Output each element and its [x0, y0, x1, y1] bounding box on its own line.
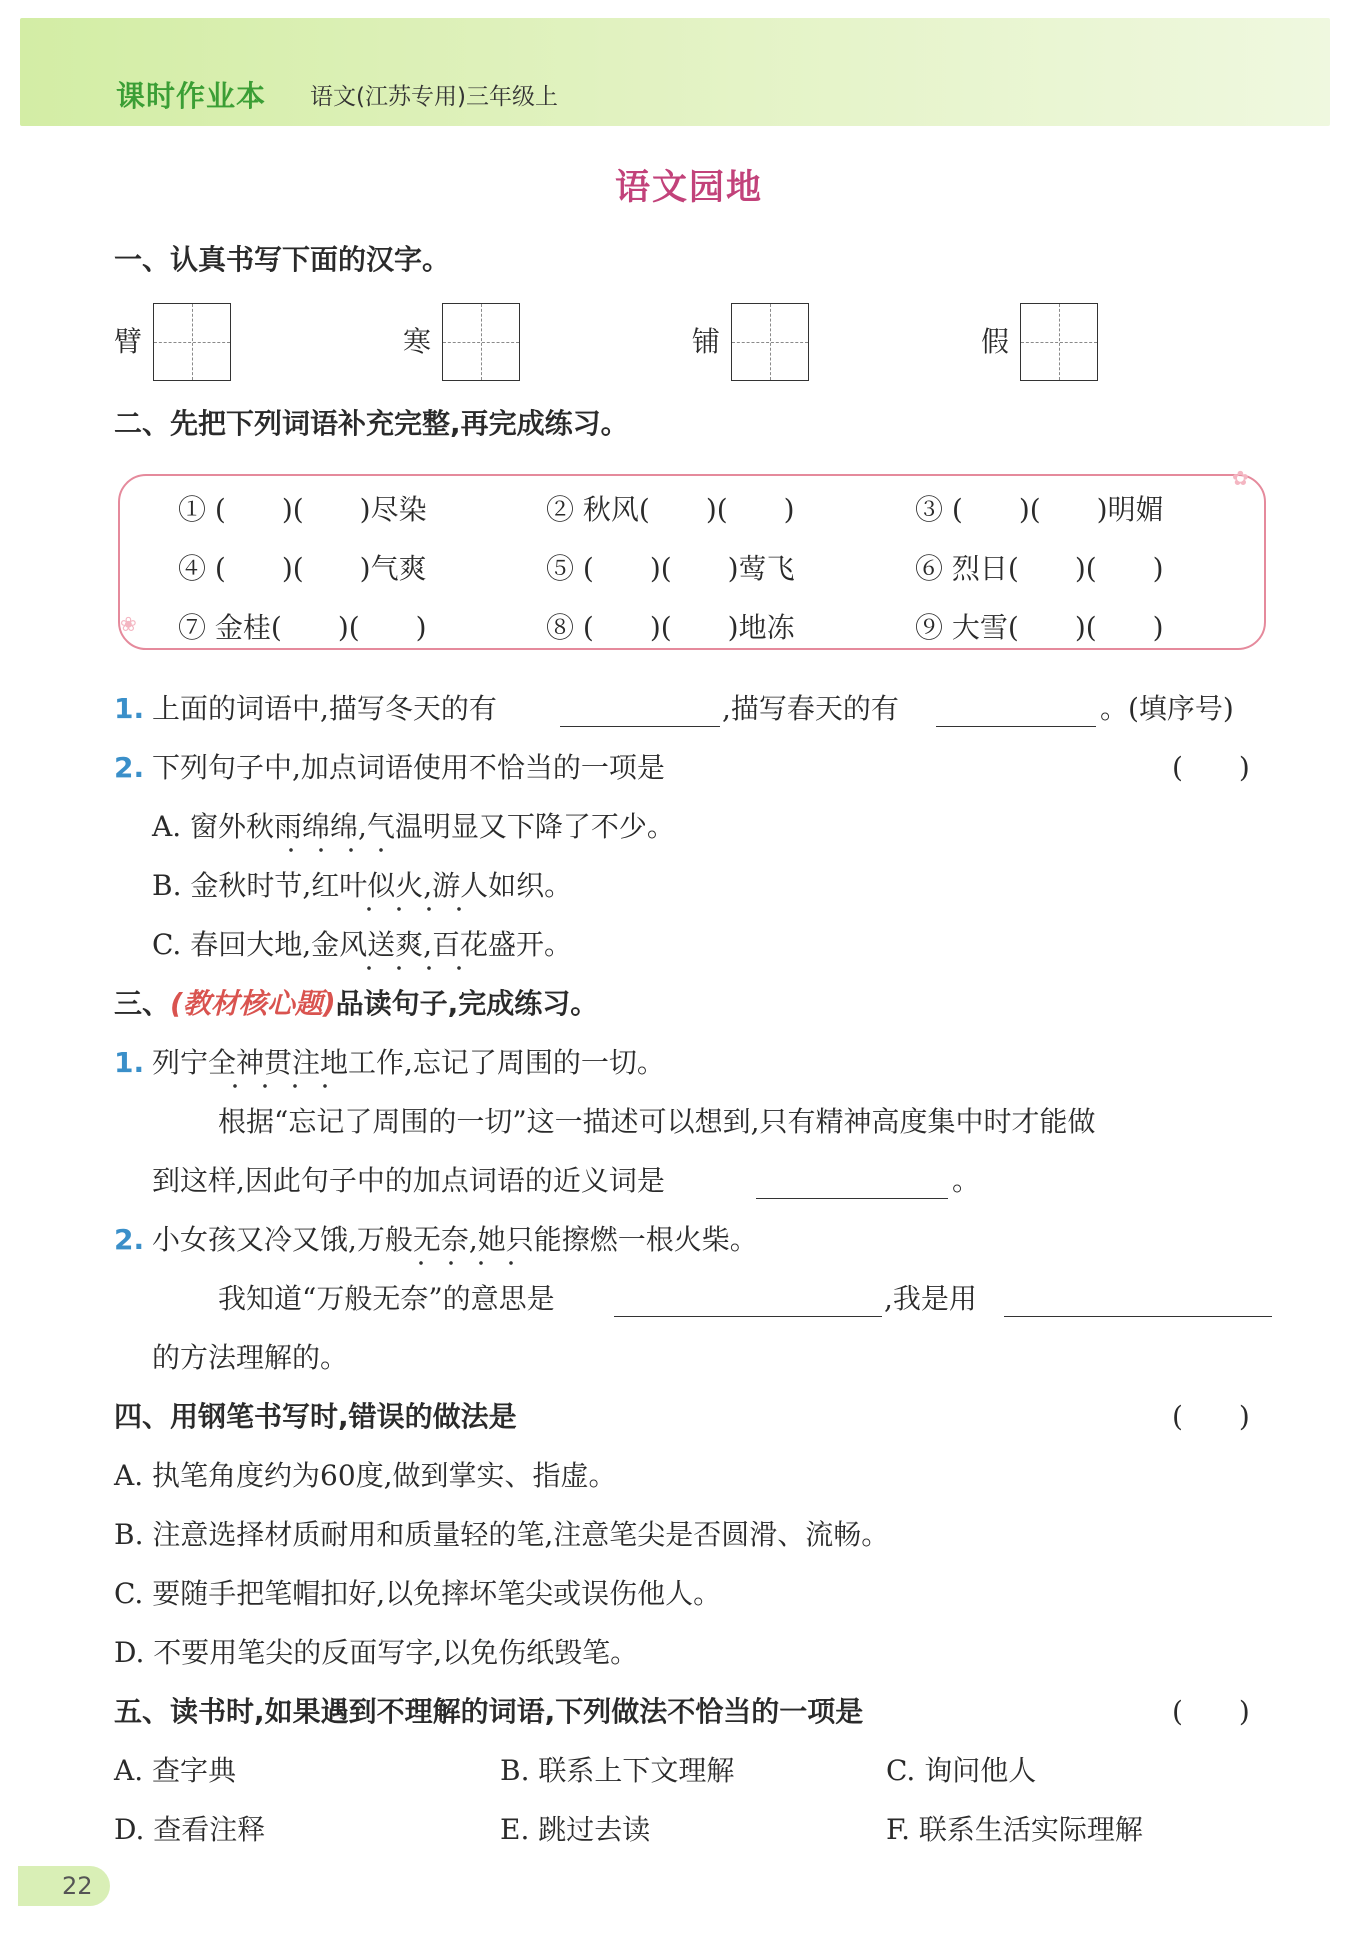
char-label: 寒 [403, 325, 432, 358]
option-text: C. 春回大地,金风送爽,百花盛开。 [152, 928, 573, 961]
question-text: 列宁全神贯注地工作,忘记了周围的一切。 [152, 1046, 665, 1079]
option-text: B. 注意选择材质耐用和质量轻的笔,注意笔尖是否圆滑、流畅。 [114, 1518, 890, 1551]
answer-paren[interactable]: ( ) [1172, 1695, 1250, 1728]
section-3-heading: 三、(教材核心题)品读句子,完成练习。 [114, 987, 599, 1020]
idiom-item: ⑧ ( )( )地冻 [546, 611, 795, 644]
option-text: F. 联系生活实际理解 [886, 1813, 1143, 1846]
question-text: 到这样,因此句子中的加点词语的近义词是 [152, 1164, 665, 1197]
char-label: 臂 [114, 325, 143, 358]
idiom-item: ⑨ 大雪( )( ) [915, 611, 1164, 644]
answer-blank[interactable] [936, 726, 1096, 727]
section-4-heading: 四、用钢笔书写时,错误的做法是 [114, 1400, 517, 1433]
question-text: 我知道“万般无奈”的意思是 [218, 1282, 555, 1315]
idiom-item: ⑦ 金桂( )( ) [178, 611, 427, 644]
idiom-item: ⑥ 烈日( )( ) [915, 552, 1164, 585]
question-text: 上面的词语中,描写冬天的有 [152, 692, 497, 725]
subject-label: 语文(江苏专用)三年级上 [310, 84, 558, 110]
idiom-item: ② 秋风( )( ) [546, 493, 795, 526]
paw-print-icon: ✿ [1232, 466, 1249, 490]
option-text: D. 不要用笔尖的反面写字,以免伤纸毁笔。 [114, 1636, 639, 1669]
question-text: ,我是用 [884, 1282, 977, 1315]
answer-blank[interactable] [756, 1198, 948, 1199]
answer-blank[interactable] [614, 1316, 882, 1317]
writing-grid[interactable] [442, 303, 520, 381]
paw-print-icon: ❀ [120, 612, 137, 636]
idiom-item: ⑤ ( )( )莺飞 [546, 552, 795, 585]
option-text: C. 询问他人 [886, 1754, 1037, 1787]
section-2-heading: 二、先把下列词语补充完整,再完成练习。 [114, 407, 629, 440]
emphasis-dots [346, 966, 466, 970]
answer-blank[interactable] [560, 726, 720, 727]
answer-paren[interactable]: ( ) [1172, 1400, 1250, 1433]
writing-grid[interactable] [1020, 303, 1098, 381]
answer-paren[interactable]: ( ) [1172, 751, 1250, 784]
question-text: 小女孩又冷又饿,万般无奈,她只能擦燃一根火柴。 [152, 1223, 758, 1256]
idiom-item: ④ ( )( )气爽 [178, 552, 427, 585]
option-text: A. 窗外秋雨绵绵,气温明显又下降了不少。 [152, 810, 675, 843]
idiom-item: ③ ( )( )明媚 [915, 493, 1164, 526]
question-number: 2. [114, 1223, 145, 1256]
question-text: 下列句子中,加点词语使用不恰当的一项是 [152, 751, 665, 784]
question-text: 。(填序号) [1100, 692, 1234, 725]
page-number: 22 [62, 1872, 93, 1900]
idiom-item: ① ( )( )尽染 [178, 493, 427, 526]
emphasis-dots [346, 907, 466, 911]
option-text: A. 执笔角度约为60度,做到掌实、指虚。 [114, 1459, 617, 1492]
option-text: E. 跳过去读 [500, 1813, 651, 1846]
writing-grid[interactable] [731, 303, 809, 381]
option-text: D. 查看注释 [114, 1813, 266, 1846]
question-number: 1. [114, 692, 145, 725]
writing-grid[interactable] [153, 303, 231, 381]
answer-blank[interactable] [1004, 1316, 1272, 1317]
section-1-heading: 一、认真书写下面的汉字。 [114, 243, 451, 276]
question-text: 根据“忘记了周围的一切”这一描述可以想到,只有精神高度集中时才能做 [218, 1105, 1096, 1138]
emphasis-dots [268, 848, 388, 852]
option-text: B. 联系上下文理解 [500, 1754, 735, 1787]
section-5-heading: 五、读书时,如果遇到不理解的词语,下列做法不恰当的一项是 [114, 1695, 864, 1728]
question-number: 2. [114, 751, 145, 784]
question-number: 1. [114, 1046, 145, 1079]
question-text: ,描写春天的有 [722, 692, 899, 725]
char-label: 假 [981, 325, 1010, 358]
brand-title: 课时作业本 [116, 79, 267, 113]
emphasis-dots [212, 1084, 332, 1088]
question-text: 。 [952, 1164, 981, 1197]
page-title: 语文园地 [614, 168, 763, 208]
emphasis-dots [398, 1261, 518, 1265]
option-text: B. 金秋时节,红叶似火,游人如织。 [152, 869, 573, 902]
option-text: C. 要随手把笔帽扣好,以免摔坏笔尖或误伤他人。 [114, 1577, 722, 1610]
core-question-tag: (教材核心题) [170, 987, 336, 1020]
option-text: A. 查字典 [114, 1754, 237, 1787]
char-label: 铺 [692, 325, 721, 358]
question-text: 的方法理解的。 [152, 1341, 349, 1374]
